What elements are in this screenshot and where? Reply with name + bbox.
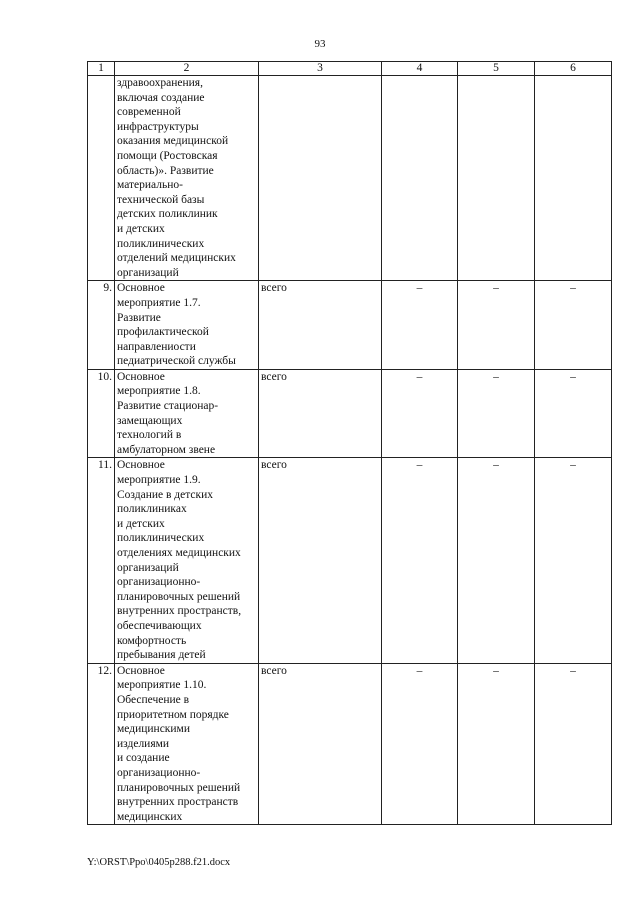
description-line: медицинских [117, 810, 183, 823]
row-value-col5: – [458, 458, 535, 663]
row-total-label: всего [259, 458, 382, 663]
page-number: 93 [314, 38, 326, 50]
description-line: изделиями [117, 737, 170, 750]
row-number: 10. [88, 369, 115, 458]
description-line: Развитие стационар- [117, 400, 219, 413]
description-line: мероприятие 1.10. [117, 679, 207, 692]
description-line: поликлинических [117, 237, 205, 250]
description-line: технической базы [117, 193, 205, 206]
description-line: обеспечивающих [117, 619, 202, 632]
description-line: помощи (Ростовская [117, 149, 218, 162]
table-row-11 [88, 458, 612, 663]
table-row-10 [88, 369, 612, 458]
row-description [115, 458, 259, 663]
table-row-9 [88, 281, 612, 370]
description-line: технологий в [117, 429, 182, 442]
column-header-4: 4 [382, 62, 458, 76]
row-description [115, 369, 259, 458]
description-line: профилактической [117, 326, 209, 339]
description-line: Основное [117, 370, 165, 383]
description-line: мероприятие 1.7. [117, 296, 201, 309]
row-total-label: всего [259, 369, 382, 458]
row-value-col5: – [458, 281, 535, 370]
description-line: организаций [117, 266, 179, 279]
continuation-description [115, 76, 259, 281]
description-line: детских поликлиник [117, 208, 218, 221]
continuation-col6 [535, 76, 612, 281]
row-number: 9. [88, 281, 115, 370]
description-line: внутренних пространств [117, 796, 239, 809]
description-line: Создание в детских [117, 488, 214, 501]
description-line: поликлинических [117, 532, 205, 545]
description-line: Обеспечение в [117, 693, 190, 706]
row-description [115, 281, 259, 370]
row-value-col4: – [382, 369, 458, 458]
description-line: пребывания детей [117, 649, 206, 662]
row-value-col6: – [535, 281, 612, 370]
description-line: Развитие [117, 311, 161, 324]
column-header-5: 5 [458, 62, 535, 76]
description-line: Основное [117, 282, 165, 295]
description-line: отделений медицинских [117, 252, 236, 265]
column-header-3: 3 [259, 62, 382, 76]
description-line: замещающих [117, 414, 183, 427]
description-line: область)». Развитие [117, 164, 214, 177]
description-line: оказания медицинской [117, 135, 229, 148]
description-line: здравоохранения, [117, 77, 203, 89]
description-line: отделениях медицинских [117, 547, 241, 559]
description-line: мероприятие 1.9. [117, 474, 201, 487]
description-line: и создание [117, 752, 170, 765]
description-line: организаций [117, 561, 179, 574]
description-line: включая создание [117, 91, 205, 104]
description-line: амбулаторном звене [117, 443, 216, 456]
description-line: Основное [117, 664, 165, 677]
program-table [87, 61, 612, 825]
description-line: комфортность [117, 634, 187, 647]
description-line: мероприятие 1.8. [117, 385, 201, 398]
description-line: современной [117, 106, 181, 119]
column-header-1: 1 [88, 62, 115, 76]
row-number: 12. [88, 663, 115, 825]
description-line: организационно- [117, 766, 201, 779]
table-header-row [88, 62, 612, 76]
description-line: и детских [117, 517, 165, 530]
row-value-col6: – [535, 663, 612, 825]
row-value-col6: – [535, 369, 612, 458]
row-value-col4: – [382, 281, 458, 370]
description-line: медицинскими [117, 723, 190, 736]
description-line: материально- [117, 179, 183, 192]
description-line: поликлиниках [117, 503, 187, 516]
description-line: инфраструктуры [117, 120, 199, 133]
row-description [115, 663, 259, 825]
row-value-col6: – [535, 458, 612, 663]
description-line: педиатрической службы [117, 355, 236, 368]
row-value-col5: – [458, 369, 535, 458]
footer-file-path: Y:\ORST\Ppo\0405p288.f21.docx [87, 857, 231, 868]
continuation-col5 [458, 76, 535, 281]
continuation-row [88, 76, 612, 281]
continuation-col4 [382, 76, 458, 281]
row-number: 11. [88, 458, 115, 663]
description-line: организационно- [117, 576, 201, 589]
row-value-col5: – [458, 663, 535, 825]
row-total-label: всего [259, 281, 382, 370]
description-line: планировочных решений [117, 590, 241, 603]
description-line: планировочных решений [117, 781, 241, 794]
column-header-2: 2 [115, 62, 259, 76]
description-line: приоритетном порядке [117, 708, 229, 721]
column-header-6: 6 [535, 62, 612, 76]
continuation-col3 [259, 76, 382, 281]
continuation-num-cell [88, 76, 115, 281]
description-line: и детских [117, 222, 165, 235]
row-value-col4: – [382, 663, 458, 825]
row-value-col4: – [382, 458, 458, 663]
description-line: направлениости [117, 340, 196, 353]
row-total-label: всего [259, 663, 382, 825]
description-line: внутренних пространств, [117, 605, 242, 618]
description-line: Основное [117, 459, 165, 472]
table-row-12 [88, 663, 612, 825]
